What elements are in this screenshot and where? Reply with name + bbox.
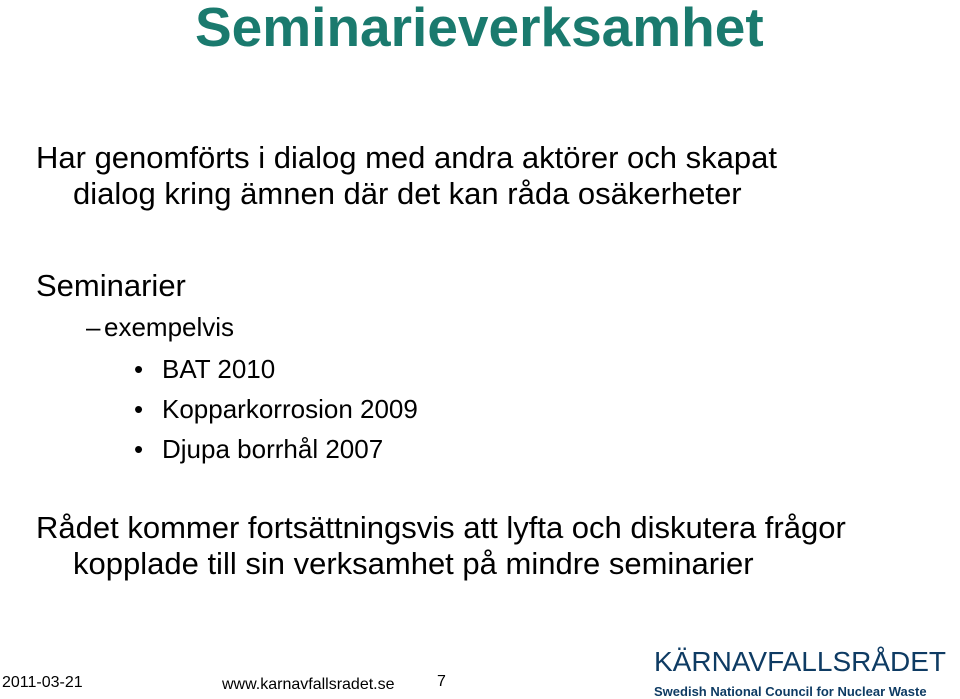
seminars-heading: Seminarier (36, 268, 186, 303)
bullet-icon: • (134, 354, 144, 384)
organization-logo (654, 640, 960, 699)
list-item-text: Kopparkorrosion 2009 (162, 394, 418, 424)
list-item-text: BAT 2010 (162, 354, 276, 384)
list-item (134, 349, 418, 389)
intro-line-1: Har genomförts i dialog med andra aktörer och skapat (36, 140, 777, 175)
list-item (134, 429, 418, 469)
example-label: exempelvis (104, 312, 235, 342)
bullet-icon: • (134, 394, 144, 424)
slide-title: Seminarieverksamhet (195, 0, 764, 58)
conclusion-line-2: kopplade till sin verksamhet på mindre seminarier (73, 546, 754, 581)
list-item (134, 389, 418, 429)
logo-name: KÄRNAVFALLSRÅDET (654, 646, 947, 677)
page-number: 7 (437, 673, 446, 690)
list-item-text: Djupa borrhål 2007 (162, 434, 384, 464)
conclusion-paragraph (36, 510, 846, 582)
footer-url-link[interactable]: www.karnavfallsradet.se (222, 676, 395, 693)
dash-marker: – (86, 312, 101, 342)
example-sub-item (86, 312, 234, 342)
seminar-examples-list (134, 349, 418, 469)
logo-subtitle: Swedish National Council for Nuclear Waste (654, 684, 927, 699)
conclusion-line-1: Rådet kommer fortsättningsvis att lyfta och diskutera frågor (36, 510, 846, 545)
intro-line-2: dialog kring ämnen där det kan råda osäkerheter (73, 176, 742, 211)
footer-date: 2011-03-21 (2, 674, 83, 691)
intro-paragraph (36, 140, 777, 212)
bullet-icon: • (134, 434, 144, 464)
